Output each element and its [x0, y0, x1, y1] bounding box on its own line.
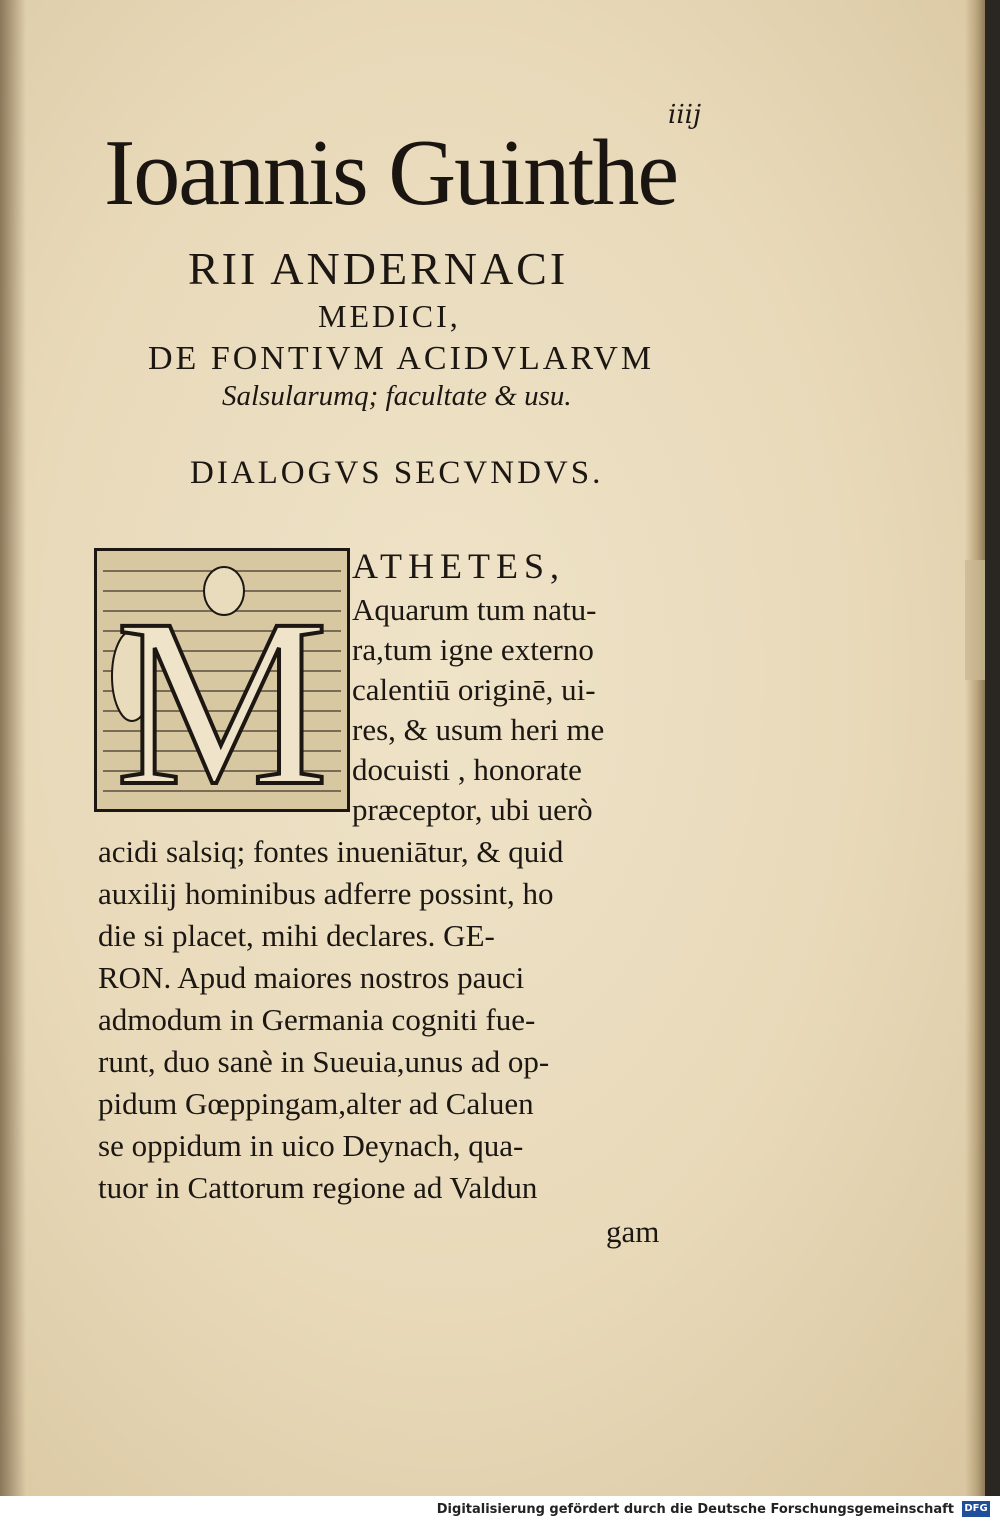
dialog-heading: DIALOGVS SECVNDVS. [190, 455, 604, 491]
body-line: acidi salsiq; fontes inueniātur, & quid [98, 834, 564, 869]
gutter-shadow [0, 0, 26, 1496]
body-line: runt, duo sanè in Sueuia,unus ad op- [98, 1044, 550, 1079]
body-line: RON. Apud maiores nostros pauci [98, 960, 525, 995]
title-line-1: RII ANDERNACI [188, 243, 569, 294]
catchword: gam [606, 1214, 660, 1249]
body-line: se oppidum in uico Deynach, qua- [98, 1128, 524, 1163]
body-line: præceptor, ubi uerò [352, 792, 593, 827]
body-line: auxilij hominibus adferre possint, ho [98, 876, 554, 911]
body-line: die si placet, mihi declares. GE- [98, 918, 495, 953]
body-line: docuisti , honorate [352, 752, 582, 787]
title-line-3: DE FONTIVM ACIDVLARVM [148, 340, 655, 377]
dfg-logo: DFG [962, 1501, 990, 1517]
footer-bar [0, 1496, 1000, 1524]
body-line: ra,tum igne externo [352, 632, 594, 667]
page-tab [965, 560, 985, 680]
body-line: ATHETES, [352, 546, 565, 586]
folio-number: iiij [668, 100, 702, 130]
body-line: Aquarum tum natu- [352, 592, 597, 627]
decorated-initial [94, 548, 350, 812]
body-line: tuor in Cattorum regione ad Valdun [98, 1170, 538, 1205]
body-line: res, & usum heri me [352, 712, 605, 747]
footer-credit: Digitalisierung gefördert durch die Deutsche Forschungsgemeinschaft [436, 1502, 954, 1517]
body-line: pidum Gœppingam,alter ad Caluen [98, 1086, 534, 1121]
woodcut-initial-image [97, 551, 347, 809]
body-line: calentiū originē, ui- [352, 672, 596, 707]
body-line: admodum in Germania cogniti fue- [98, 1002, 536, 1037]
title-author: Ioannis Guinthe [104, 121, 678, 225]
page-edge [965, 0, 985, 1496]
initial-letter: M [115, 569, 329, 809]
subtitle: Salsularumq; facultate & usu. [222, 380, 572, 412]
title-line-2: MEDICI, [318, 298, 461, 334]
